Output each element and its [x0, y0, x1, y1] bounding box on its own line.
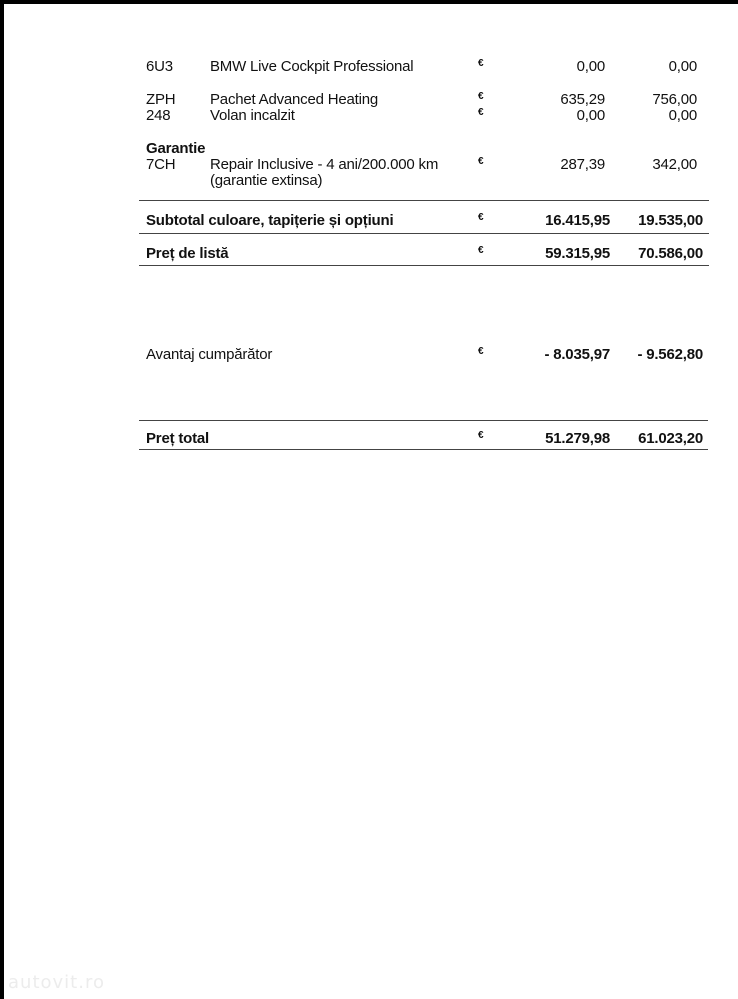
item-description: BMW Live Cockpit Professional	[210, 58, 414, 75]
item-code: 6U3	[146, 58, 173, 75]
warranty-description-note: (garantie extinsa)	[210, 172, 323, 189]
item-code: ZPH	[146, 91, 176, 108]
item-description: Volan incalzit	[210, 107, 295, 124]
list-price-net: 59.315,95	[545, 245, 610, 262]
currency-symbol: €	[478, 430, 484, 441]
warranty-code: 7CH	[146, 156, 176, 173]
divider	[139, 420, 708, 421]
currency-symbol: €	[478, 346, 484, 357]
total-gross: 61.023,20	[638, 430, 703, 447]
divider	[139, 265, 709, 266]
discount-label: Avantaj cumpărător	[146, 346, 273, 363]
warranty-gross-price: 342,00	[652, 156, 697, 173]
list-price-label: Preț de listă	[146, 245, 229, 262]
watermark: autovit.ro	[8, 972, 105, 993]
currency-symbol: €	[478, 212, 484, 223]
total-net: 51.279,98	[545, 430, 610, 447]
item-net-price: 0,00	[576, 58, 605, 75]
currency-symbol: €	[478, 58, 484, 69]
discount-net: - 8.035,97	[544, 346, 610, 363]
divider	[139, 233, 709, 234]
item-description: Pachet Advanced Heating	[210, 91, 379, 108]
currency-symbol: €	[478, 156, 484, 167]
subtotal-label: Subtotal culoare, tapițerie și opțiuni	[146, 212, 394, 229]
list-price-gross: 70.586,00	[638, 245, 703, 262]
divider	[139, 200, 709, 201]
item-net-price: 0,00	[576, 107, 605, 124]
currency-symbol: €	[478, 91, 484, 102]
item-gross-price: 0,00	[668, 58, 697, 75]
item-gross-price: 756,00	[652, 91, 697, 108]
warranty-net-price: 287,39	[560, 156, 605, 173]
warranty-description: Repair Inclusive - 4 ani/200.000 km	[210, 156, 439, 173]
currency-symbol: €	[478, 107, 484, 118]
divider	[139, 449, 708, 450]
currency-symbol: €	[478, 245, 484, 256]
total-label: Preț total	[146, 430, 210, 447]
subtotal-net: 16.415,95	[545, 212, 610, 229]
price-sheet-page	[4, 4, 738, 999]
item-gross-price: 0,00	[668, 107, 697, 124]
item-net-price: 635,29	[560, 91, 605, 108]
discount-gross: - 9.562,80	[637, 346, 703, 363]
item-code: 248	[146, 107, 171, 124]
warranty-heading: Garantie	[146, 140, 206, 157]
subtotal-gross: 19.535,00	[638, 212, 703, 229]
